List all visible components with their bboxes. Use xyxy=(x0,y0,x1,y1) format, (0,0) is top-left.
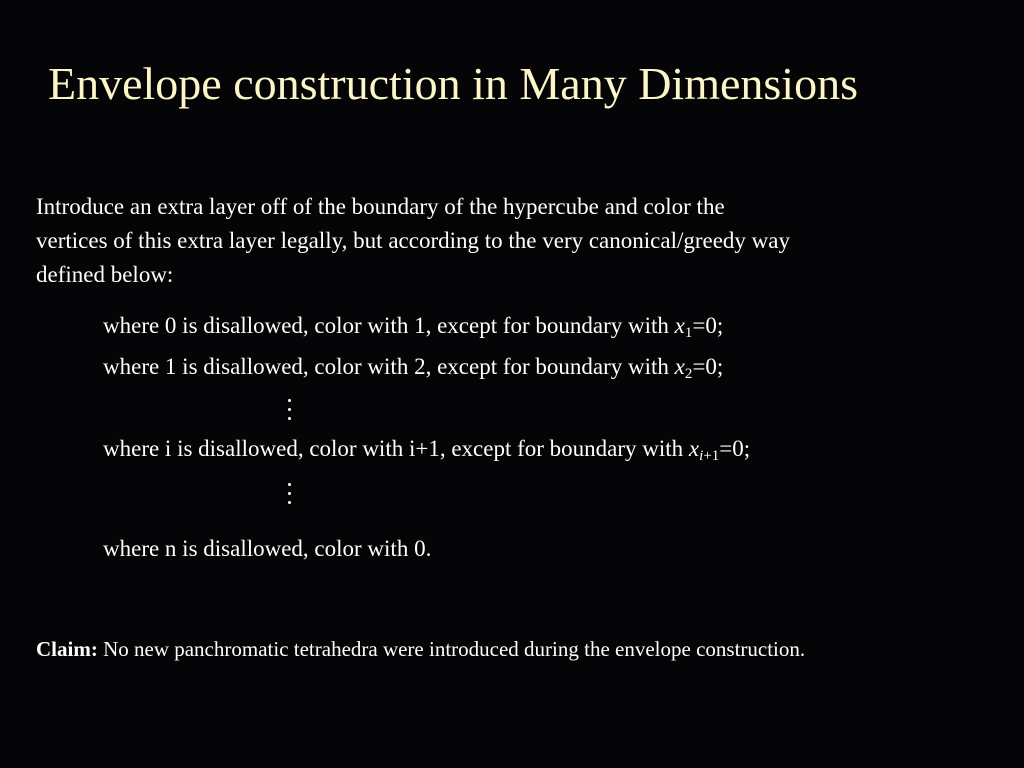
rule-subscript xyxy=(699,448,719,464)
rule-text: where 1 is disallowed, color with 2, except for boundary with xyxy=(103,354,675,379)
vertical-ellipsis-icon xyxy=(283,399,295,425)
rule-tail: =0; xyxy=(692,354,724,379)
rule-tail: =0; xyxy=(692,313,724,338)
rule-subscript: 1 xyxy=(684,325,693,341)
slide-title: Envelope construction in Many Dimensions xyxy=(48,58,858,109)
rule-subscript-rest: +1 xyxy=(703,448,720,464)
rule-tail: =0; xyxy=(719,436,751,461)
rule-line-0 xyxy=(103,311,723,341)
rule-text: where 0 is disallowed, color with 1, except for boundary with xyxy=(103,313,675,338)
intro-paragraph xyxy=(36,190,996,292)
intro-line-1: Introduce an extra layer off of the boundary of the hypercube and color the xyxy=(36,194,725,219)
rule-subscript: 2 xyxy=(684,366,693,382)
rule-text: where n is disallowed, color with 0. xyxy=(103,536,432,561)
rule-text: where i is disallowed, color with i+1, except for boundary with xyxy=(103,436,689,461)
rule-line-i xyxy=(103,434,750,464)
intro-line-2: vertices of this extra layer legally, but according to the very canonical/greedy way xyxy=(36,228,791,253)
rule-variable: x xyxy=(688,436,700,461)
rule-line-1 xyxy=(103,352,723,382)
claim-label: Claim: xyxy=(36,637,98,661)
rule-line-n xyxy=(103,534,431,564)
intro-line-3: defined below: xyxy=(36,262,174,287)
claim-statement xyxy=(36,634,805,664)
rule-subscript-index: i xyxy=(699,448,704,464)
vertical-ellipsis-icon xyxy=(283,483,295,509)
claim-text: No new panchromatic tetrahedra were introduced during the envelope construction. xyxy=(97,637,806,661)
rule-variable: x xyxy=(674,354,685,379)
rule-variable: x xyxy=(674,313,685,338)
